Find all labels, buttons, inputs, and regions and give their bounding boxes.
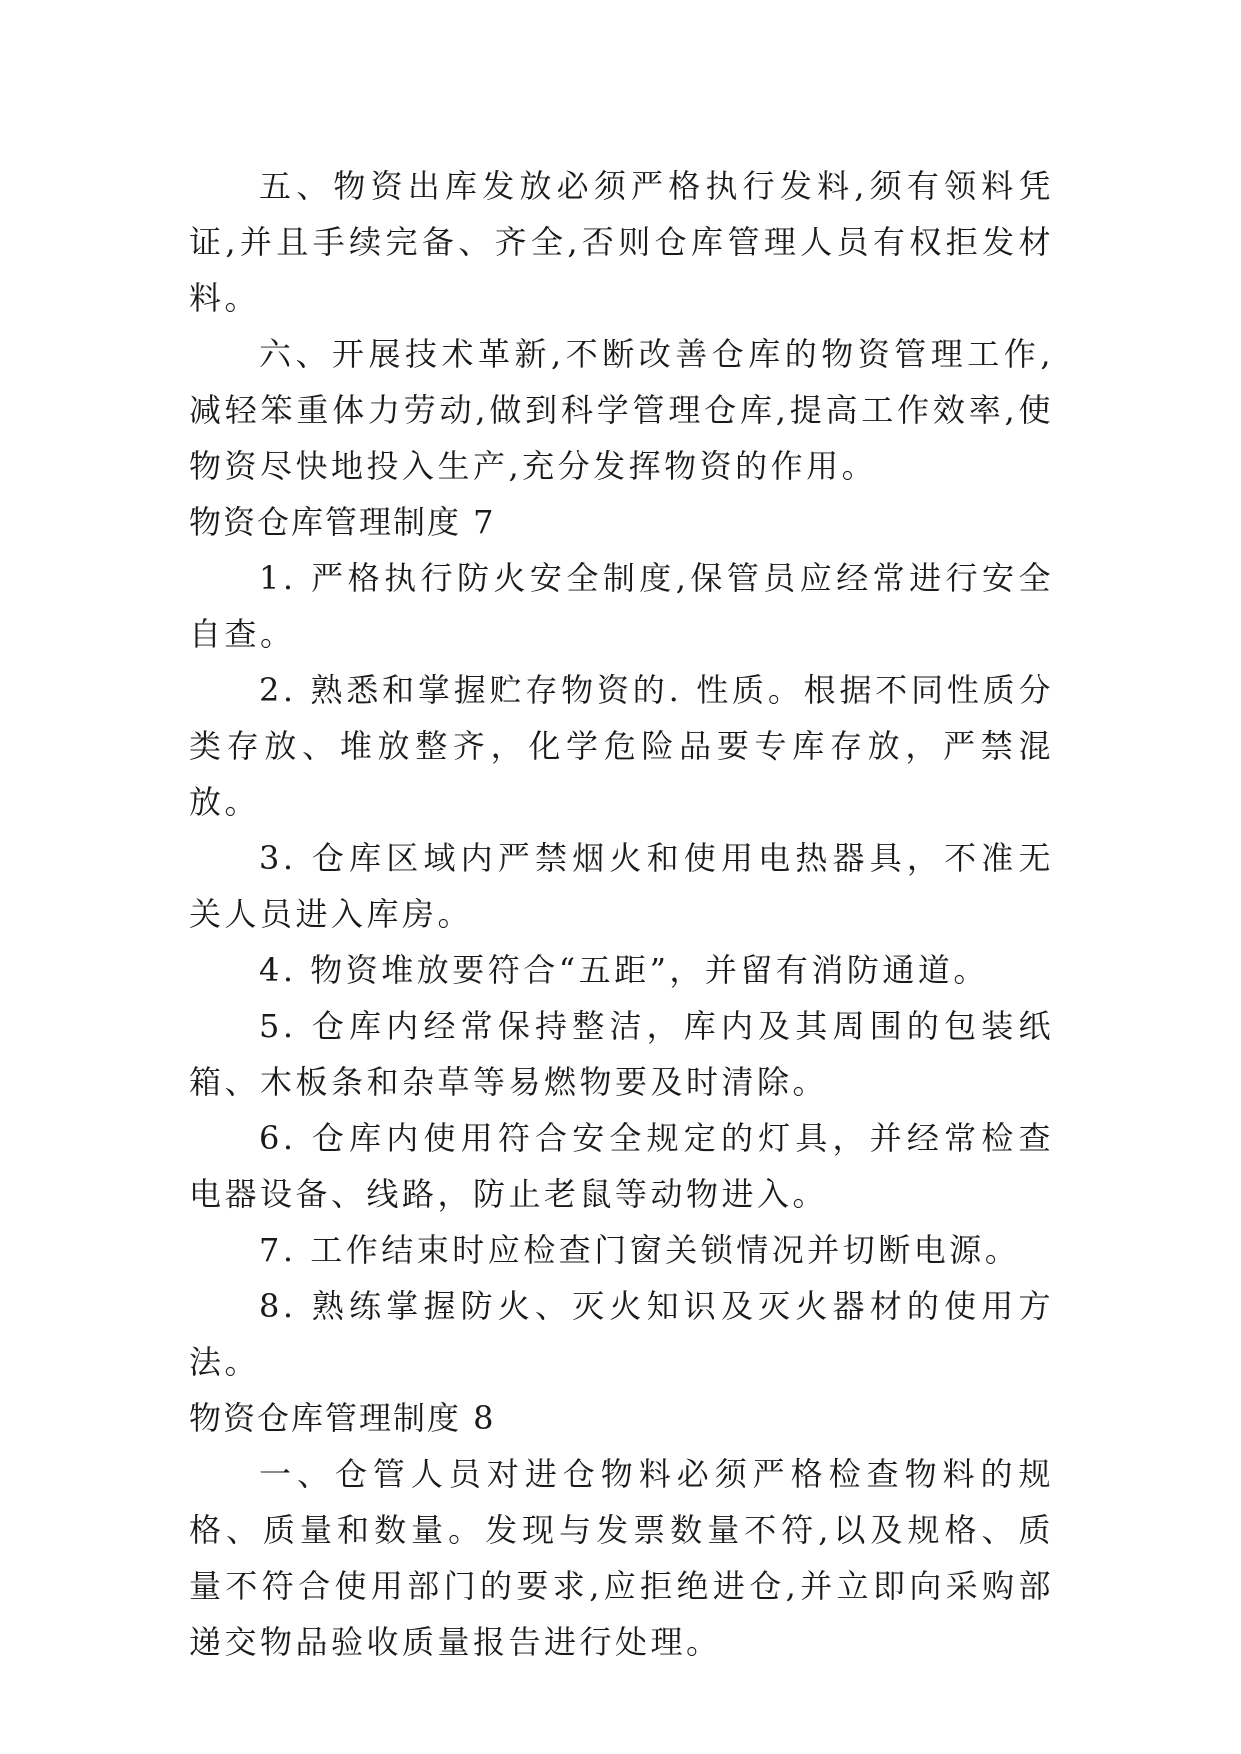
- rule-item-4: 4. 物资堆放要符合“五距”，并留有消防通道。: [259, 951, 989, 989]
- paragraph-6: 六、开展技术革新,不断改善仓库的物资管理工作,减轻笨重体力劳动,做到科学管理仓库,提高工作效率,使物资尽快地投入生产,充分发挥物资的作用。: [189, 335, 1054, 485]
- paragraph-1: 一、仓管人员对进仓物料必须严格检查物料的规格、质量和数量。发现与发票数量不符,以及规格、质量不符合使用部门的要求,应拒绝进仓,并立即向采购部递交物品验收质量报告进行处理。: [189, 1455, 1054, 1661]
- paragraph-5: 五、物资出库发放必须严格执行发料,须有领料凭证,并且手续完备、齐全,否则仓库管理人员有权拒发材料。: [189, 167, 1054, 317]
- rule-item-7: 7. 工作结束时应检查门窗关锁情况并切断电源。: [259, 1231, 1021, 1269]
- rule-item-2: 2. 熟悉和掌握贮存物资的. 性质。根据不同性质分类存放、堆放整齐，化学危险品要专库存放，严禁混放。: [189, 671, 1054, 821]
- rule-item-1: 1. 严格执行防火安全制度,保管员应经常进行安全自查。: [189, 559, 1054, 653]
- rule-item-5: 5. 仓库内经常保持整洁，库内及其周围的包装纸箱、木板条和杂草等易燃物要及时清除。: [189, 1007, 1054, 1101]
- section-heading-7: 物资仓库管理制度 7: [189, 503, 496, 541]
- rule-item-3: 3. 仓库区域内严禁烟火和使用电热器具，不准无关人员进入库房。: [189, 839, 1054, 933]
- rule-item-8: 8. 熟练掌握防火、灭火知识及灭火器材的使用方法。: [189, 1287, 1054, 1381]
- section-heading-8: 物资仓库管理制度 8: [189, 1399, 496, 1437]
- document-page: [189, 158, 1054, 1670]
- rule-item-6: 6. 仓库内使用符合安全规定的灯具，并经常检查电器设备、线路，防止老鼠等动物进入。: [189, 1119, 1054, 1213]
